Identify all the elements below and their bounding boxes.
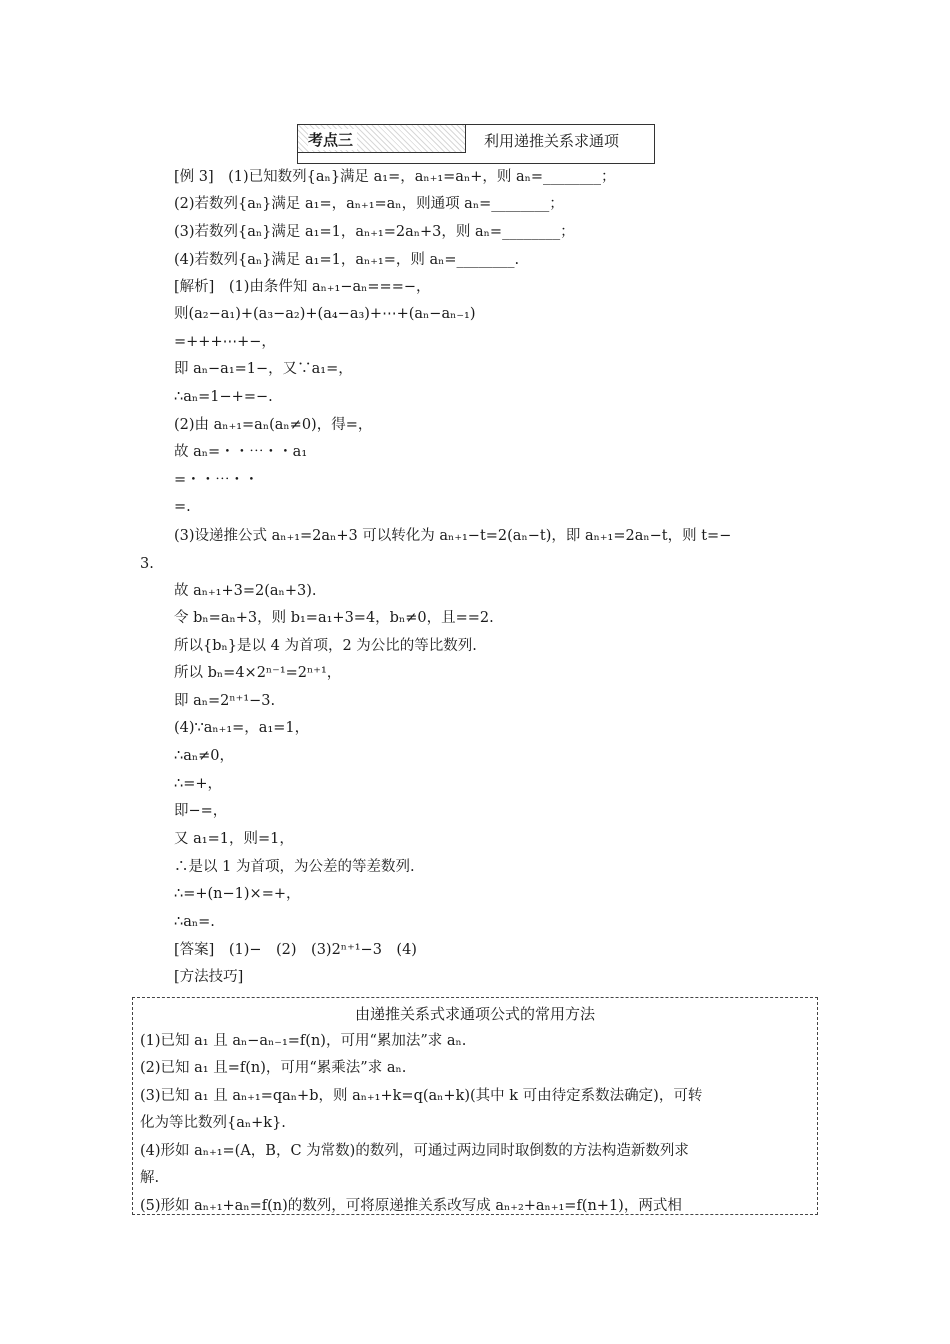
solution-line: 3. bbox=[140, 556, 154, 572]
solution-line: 又 a₁=1，则=1， bbox=[174, 831, 294, 847]
method-line: 解. bbox=[140, 1170, 160, 1186]
method-label: [方法技巧] bbox=[174, 969, 244, 985]
method-line: (5)形如 aₙ₊₁+aₙ=f(n)的数列，可将原递推关系改写成 aₙ₊₂+aₙ₊₁=f(n+1)，两式相 bbox=[140, 1198, 682, 1214]
solution-line: =+++⋯+−， bbox=[174, 334, 276, 350]
solution-line: 即−=， bbox=[174, 803, 228, 819]
solution-line: ∴=+， bbox=[174, 776, 223, 792]
solution-line: =. bbox=[174, 499, 191, 515]
solution-line: ∴=+(n−1)×=+， bbox=[174, 886, 301, 902]
section-title: 利用递推关系求通项 bbox=[484, 132, 620, 150]
method-box bbox=[132, 997, 818, 1215]
method-line: (1)已知 a₁ 且 aₙ−aₙ₋₁=f(n)，可用“累加法”求 aₙ. bbox=[140, 1033, 467, 1049]
example-3-q4: (4)若数列{aₙ}满足 a₁=1，aₙ₊₁=，则 aₙ=________. bbox=[174, 252, 520, 268]
solution-line: (2)由 aₙ₊₁=aₙ(aₙ≠0)，得=， bbox=[174, 417, 373, 433]
solution-line: =・・⋯・・ bbox=[174, 472, 259, 488]
solution-line: ∴aₙ=. bbox=[174, 914, 215, 930]
answer-line: [答案] (1)− (2) (3)2ⁿ⁺¹−3 (4) bbox=[174, 942, 417, 958]
method-line: (3)已知 a₁ 且 aₙ₊₁=qaₙ+b，则 aₙ₊₁+k=q(aₙ+k)(其中 k 可由待定系数法确定)，可转 bbox=[140, 1088, 703, 1104]
solution-line: 故 aₙ=・・⋯・・a₁ bbox=[174, 444, 308, 460]
method-line: (2)已知 a₁ 且=f(n)，可用“累乘法”求 aₙ. bbox=[140, 1060, 407, 1076]
example-3-q1: [例 3] (1)已知数列{aₙ}满足 a₁=，aₙ₊₁=aₙ+，则 aₙ=________； bbox=[174, 169, 616, 185]
solution-line: 则(a₂−a₁)+(a₃−a₂)+(a₄−a₃)+⋯+(aₙ−aₙ₋₁) bbox=[174, 306, 476, 322]
solution-line: 所以 bₙ=4×2ⁿ⁻¹=2ⁿ⁺¹， bbox=[174, 665, 342, 681]
solution-line: 即 aₙ−a₁=1−，又∵a₁=， bbox=[174, 361, 353, 377]
solution-line: ∴是以 1 为首项，为公差的等差数列. bbox=[174, 859, 415, 875]
solution-line: 令 bₙ=aₙ+3，则 b₁=a₁+3=4，bₙ≠0，且==2. bbox=[174, 610, 494, 626]
method-title: 由递推关系式求通项公式的常用方法 bbox=[354, 1005, 595, 1023]
method-line: (4)形如 aₙ₊₁=(A，B，C 为常数)的数列，可通过两边同时取倒数的方法构造新数列求 bbox=[140, 1143, 689, 1159]
section-tag: 考点三 bbox=[308, 129, 357, 150]
solution-line: ∴aₙ≠0， bbox=[174, 748, 235, 764]
solution-line: 所以{bₙ}是以 4 为首项，2 为公比的等比数列. bbox=[174, 638, 477, 654]
section-tag-box bbox=[298, 125, 466, 153]
section-header bbox=[297, 124, 655, 164]
solution-line: (3)设递推公式 aₙ₊₁=2aₙ+3 可以转化为 aₙ₊₁−t=2(aₙ−t)，即 aₙ₊₁=2aₙ−t，则 t=− bbox=[174, 528, 732, 544]
solution-line: 故 aₙ₊₁+3=2(aₙ+3). bbox=[174, 583, 317, 599]
method-line: 化为等比数列{aₙ+k}. bbox=[140, 1115, 286, 1131]
solution-line: ∴aₙ=1−+=−. bbox=[174, 389, 273, 405]
example-3-q2: (2)若数列{aₙ}满足 a₁=，aₙ₊₁=aₙ，则通项 aₙ=________； bbox=[174, 196, 564, 212]
solution-line: 即 aₙ=2ⁿ⁺¹−3. bbox=[174, 693, 276, 709]
example-3-q3: (3)若数列{aₙ}满足 a₁=1，aₙ₊₁=2aₙ+3，则 aₙ=________； bbox=[174, 224, 575, 240]
solution-line: (4)∵aₙ₊₁=，a₁=1， bbox=[174, 720, 310, 736]
solution-line: [解析] (1)由条件知 aₙ₊₁−aₙ===−， bbox=[174, 279, 431, 295]
